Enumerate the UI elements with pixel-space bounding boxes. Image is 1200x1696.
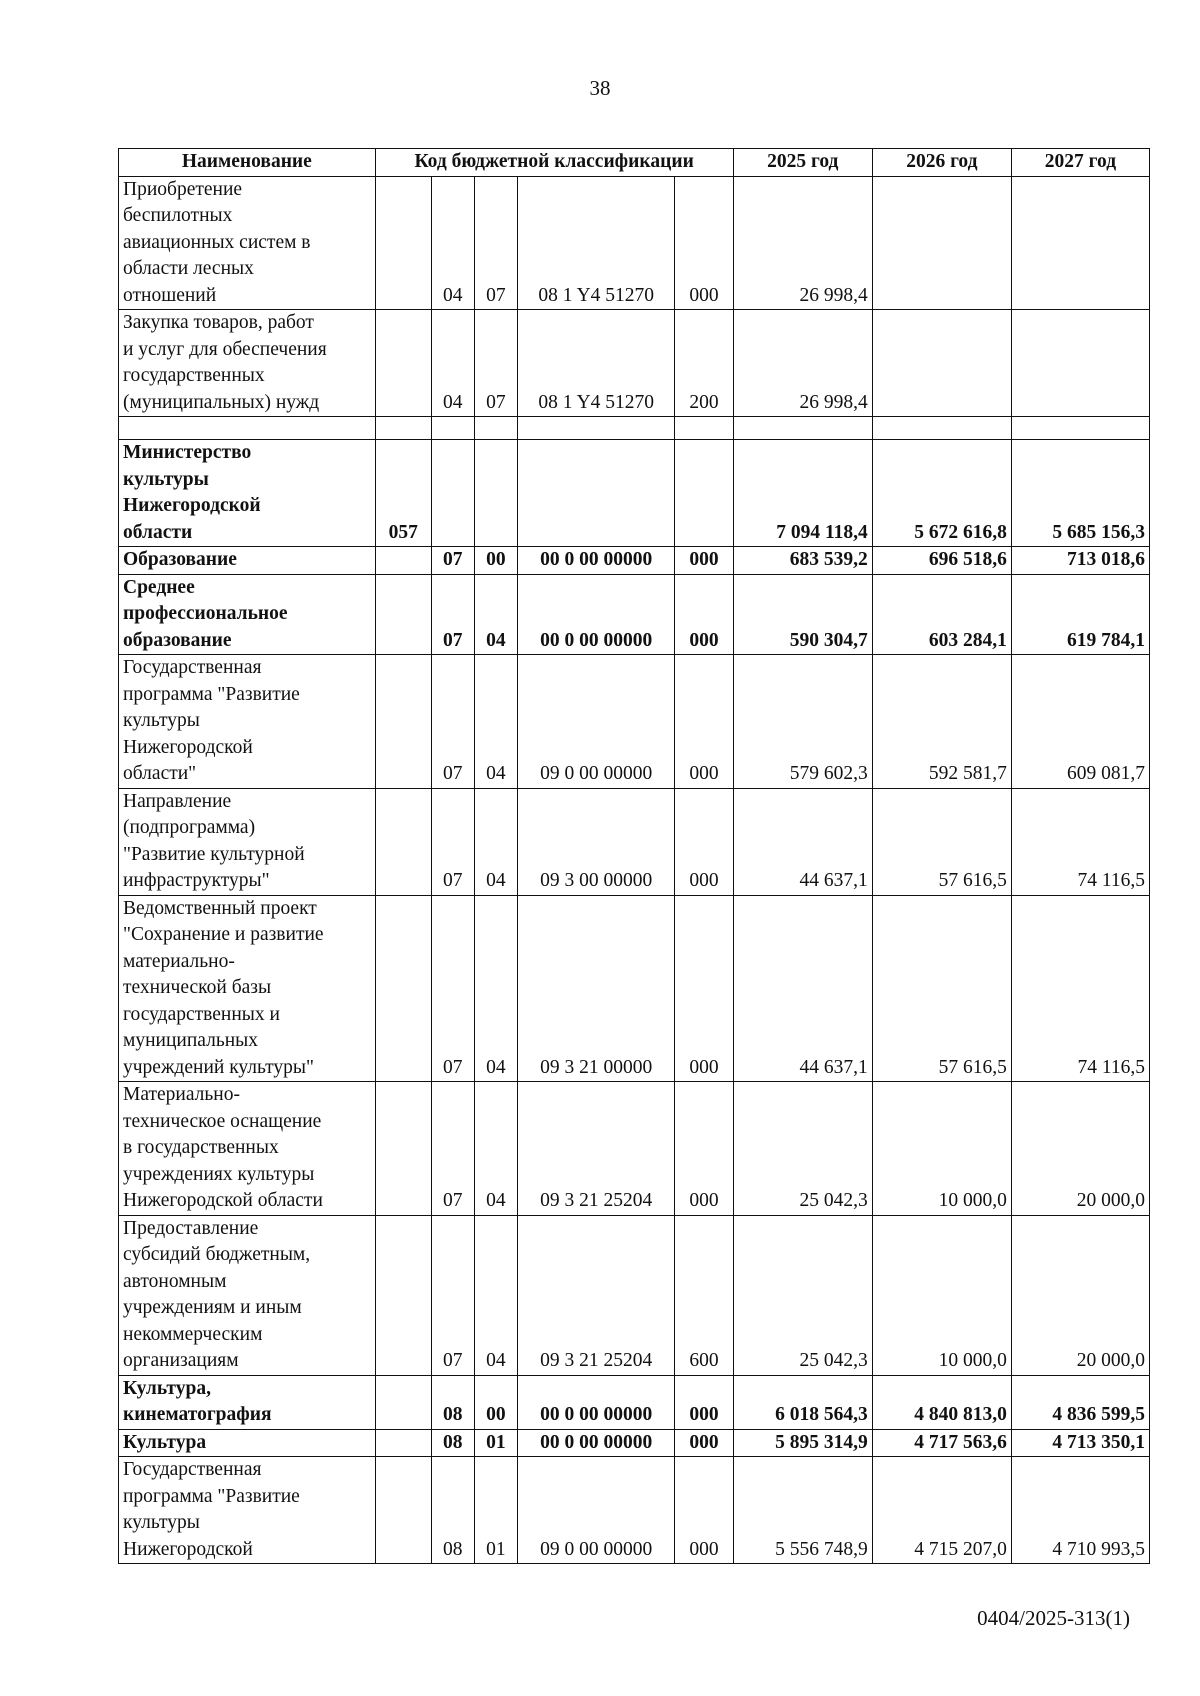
- cell-code-expense-type: 000: [675, 574, 733, 655]
- cell-code-target: 00 0 00 00000: [517, 547, 674, 575]
- cell-name: Ведомственный проект "Сохранение и развитие материально- технической базы государственных и муниципальных учреждений культуры": [119, 895, 376, 1082]
- cell-code-subsection: [474, 417, 517, 440]
- cell-code-section: 04: [431, 176, 474, 310]
- cell-code-expense-type: 000: [675, 788, 733, 895]
- cell-code-target: 09 0 00 00000: [517, 1457, 674, 1564]
- cell-code-subsection: 04: [474, 655, 517, 789]
- cell-code-section: 07: [431, 655, 474, 789]
- cell-2025: 25 042,3: [733, 1215, 872, 1375]
- cell-code-subsection: 00: [474, 1375, 517, 1429]
- page-number: 38: [589, 76, 611, 100]
- cell-2026: 603 284,1: [872, 574, 1011, 655]
- cell-code-target: [517, 440, 674, 547]
- cell-name: Предоставление субсидий бюджетным, автономным учреждениям и иным некоммерческим организациям: [119, 1215, 376, 1375]
- cell-code-expense-type: 000: [675, 1457, 733, 1564]
- cell-code-expense-type: 000: [675, 1082, 733, 1216]
- cell-2027: [1011, 176, 1149, 310]
- cell-code-expense-type: 000: [675, 547, 733, 575]
- cell-code-admin: [375, 310, 431, 417]
- table-body: [119, 176, 1150, 1564]
- table-spacer-row: [119, 417, 1150, 440]
- cell-2027: 609 081,7: [1011, 655, 1149, 789]
- cell-2025: 44 637,1: [733, 788, 872, 895]
- cell-name: Культура: [119, 1429, 376, 1457]
- cell-2027: [1011, 417, 1149, 440]
- cell-2026: 57 616,5: [872, 895, 1011, 1082]
- table-row: [119, 1457, 1150, 1564]
- cell-2025: 5 895 314,9: [733, 1429, 872, 1457]
- cell-code-admin: [375, 574, 431, 655]
- cell-code-admin: [375, 1082, 431, 1216]
- cell-code-section: 07: [431, 574, 474, 655]
- cell-code-admin: [375, 547, 431, 575]
- cell-2026: 4 840 813,0: [872, 1375, 1011, 1429]
- cell-code-admin: [375, 655, 431, 789]
- cell-2026: [872, 176, 1011, 310]
- cell-code-subsection: 04: [474, 1215, 517, 1375]
- cell-code-admin: [375, 1457, 431, 1564]
- cell-code-subsection: 01: [474, 1429, 517, 1457]
- cell-code-section: 07: [431, 1215, 474, 1375]
- cell-code-target: 09 0 00 00000: [517, 655, 674, 789]
- cell-code-section: 07: [431, 788, 474, 895]
- cell-2025: 5 556 748,9: [733, 1457, 872, 1564]
- cell-name: [119, 417, 376, 440]
- cell-code-target: 00 0 00 00000: [517, 574, 674, 655]
- cell-code-section: 08: [431, 1457, 474, 1564]
- table-row: [119, 574, 1150, 655]
- cell-2026: 10 000,0: [872, 1082, 1011, 1216]
- cell-code-subsection: 04: [474, 1082, 517, 1216]
- table-row: [119, 1082, 1150, 1216]
- cell-code-subsection: 04: [474, 788, 517, 895]
- cell-code-expense-type: 000: [675, 895, 733, 1082]
- cell-2027: 20 000,0: [1011, 1215, 1149, 1375]
- cell-2026: 57 616,5: [872, 788, 1011, 895]
- cell-name: Образование: [119, 547, 376, 575]
- table-row: [119, 440, 1150, 547]
- cell-code-admin: [375, 895, 431, 1082]
- cell-code-expense-type: [675, 417, 733, 440]
- cell-name: Направление (подпрограмма) "Развитие культурной инфраструктуры": [119, 788, 376, 895]
- cell-2027: 20 000,0: [1011, 1082, 1149, 1216]
- cell-code-expense-type: 000: [675, 1375, 733, 1429]
- cell-2027: 619 784,1: [1011, 574, 1149, 655]
- cell-code-expense-type: 200: [675, 310, 733, 417]
- cell-code-section: [431, 440, 474, 547]
- cell-2026: 4 715 207,0: [872, 1457, 1011, 1564]
- cell-code-subsection: 07: [474, 310, 517, 417]
- table-row: [119, 1215, 1150, 1375]
- cell-code-subsection: 01: [474, 1457, 517, 1564]
- cell-2027: 74 116,5: [1011, 895, 1149, 1082]
- cell-name: Государственная программа "Развитие культуры Нижегородской: [119, 1457, 376, 1564]
- cell-2027: 4 713 350,1: [1011, 1429, 1149, 1457]
- cell-code-subsection: 07: [474, 176, 517, 310]
- cell-2027: 5 685 156,3: [1011, 440, 1149, 547]
- cell-2025: 44 637,1: [733, 895, 872, 1082]
- cell-name: Материально- техническое оснащение в государственных учреждениях культуры Нижегородской области: [119, 1082, 376, 1216]
- cell-code-target: 08 1 Y4 51270: [517, 176, 674, 310]
- cell-code-target: [517, 417, 674, 440]
- cell-code-section: 04: [431, 310, 474, 417]
- cell-2027: 713 018,6: [1011, 547, 1149, 575]
- budget-table: [118, 148, 1150, 1564]
- header-code: Код бюджетной классификации: [375, 149, 733, 177]
- table-row: [119, 655, 1150, 789]
- cell-code-admin: [375, 1215, 431, 1375]
- cell-2025: 6 018 564,3: [733, 1375, 872, 1429]
- cell-2025: [733, 417, 872, 440]
- cell-2026: 10 000,0: [872, 1215, 1011, 1375]
- cell-name: Культура, кинематография: [119, 1375, 376, 1429]
- cell-code-target: 09 3 21 00000: [517, 895, 674, 1082]
- cell-name: Министерство культуры Нижегородской области: [119, 440, 376, 547]
- cell-2025: 590 304,7: [733, 574, 872, 655]
- cell-code-subsection: [474, 440, 517, 547]
- cell-name: Закупка товаров, работ и услуг для обеспечения государственных (муниципальных) нужд: [119, 310, 376, 417]
- cell-2025: 26 998,4: [733, 176, 872, 310]
- cell-2026: [872, 310, 1011, 417]
- cell-code-expense-type: 000: [675, 655, 733, 789]
- cell-2026: 592 581,7: [872, 655, 1011, 789]
- table-row: [119, 1375, 1150, 1429]
- table-row: [119, 547, 1150, 575]
- cell-code-admin: [375, 788, 431, 895]
- cell-name: Государственная программа "Развитие культуры Нижегородской области": [119, 655, 376, 789]
- cell-code-section: 08: [431, 1375, 474, 1429]
- cell-2027: 4 836 599,5: [1011, 1375, 1149, 1429]
- header-name: Наименование: [119, 149, 376, 177]
- cell-code-expense-type: 600: [675, 1215, 733, 1375]
- cell-name: Приобретение беспилотных авиационных систем в области лесных отношений: [119, 176, 376, 310]
- cell-2025: 579 602,3: [733, 655, 872, 789]
- cell-2025: 26 998,4: [733, 310, 872, 417]
- cell-code-expense-type: 000: [675, 176, 733, 310]
- cell-code-subsection: 04: [474, 574, 517, 655]
- cell-code-section: [431, 417, 474, 440]
- cell-code-admin: [375, 176, 431, 310]
- cell-2026: 5 672 616,8: [872, 440, 1011, 547]
- cell-code-target: 00 0 00 00000: [517, 1429, 674, 1457]
- cell-code-admin: [375, 417, 431, 440]
- cell-code-target: 08 1 Y4 51270: [517, 310, 674, 417]
- cell-2026: [872, 417, 1011, 440]
- cell-code-target: 09 3 21 25204: [517, 1215, 674, 1375]
- cell-2025: 683 539,2: [733, 547, 872, 575]
- cell-code-admin: 057: [375, 440, 431, 547]
- cell-code-section: 08: [431, 1429, 474, 1457]
- table-row: [119, 310, 1150, 417]
- cell-code-section: 07: [431, 1082, 474, 1216]
- cell-2027: 74 116,5: [1011, 788, 1149, 895]
- table-row: [119, 1429, 1150, 1457]
- header-2025: 2025 год: [733, 149, 872, 177]
- cell-code-section: 07: [431, 895, 474, 1082]
- cell-code-admin: [375, 1375, 431, 1429]
- cell-code-subsection: 00: [474, 547, 517, 575]
- cell-code-target: 09 3 21 25204: [517, 1082, 674, 1216]
- cell-2025: 7 094 118,4: [733, 440, 872, 547]
- cell-2025: 25 042,3: [733, 1082, 872, 1216]
- cell-2027: 4 710 993,5: [1011, 1457, 1149, 1564]
- table-row: [119, 895, 1150, 1082]
- cell-code-subsection: 04: [474, 895, 517, 1082]
- table-row: [119, 176, 1150, 310]
- cell-2026: 696 518,6: [872, 547, 1011, 575]
- cell-2027: [1011, 310, 1149, 417]
- cell-code-admin: [375, 1429, 431, 1457]
- cell-name: Среднее профессиональное образование: [119, 574, 376, 655]
- cell-code-expense-type: 000: [675, 1429, 733, 1457]
- table-row: [119, 788, 1150, 895]
- cell-2026: 4 717 563,6: [872, 1429, 1011, 1457]
- cell-code-target: 00 0 00 00000: [517, 1375, 674, 1429]
- document-code: 0404/2025-313(1): [977, 1606, 1130, 1630]
- cell-code-expense-type: [675, 440, 733, 547]
- cell-code-section: 07: [431, 547, 474, 575]
- cell-code-target: 09 3 00 00000: [517, 788, 674, 895]
- table-header-row: [119, 149, 1150, 177]
- header-2027: 2027 год: [1011, 149, 1149, 177]
- header-2026: 2026 год: [872, 149, 1011, 177]
